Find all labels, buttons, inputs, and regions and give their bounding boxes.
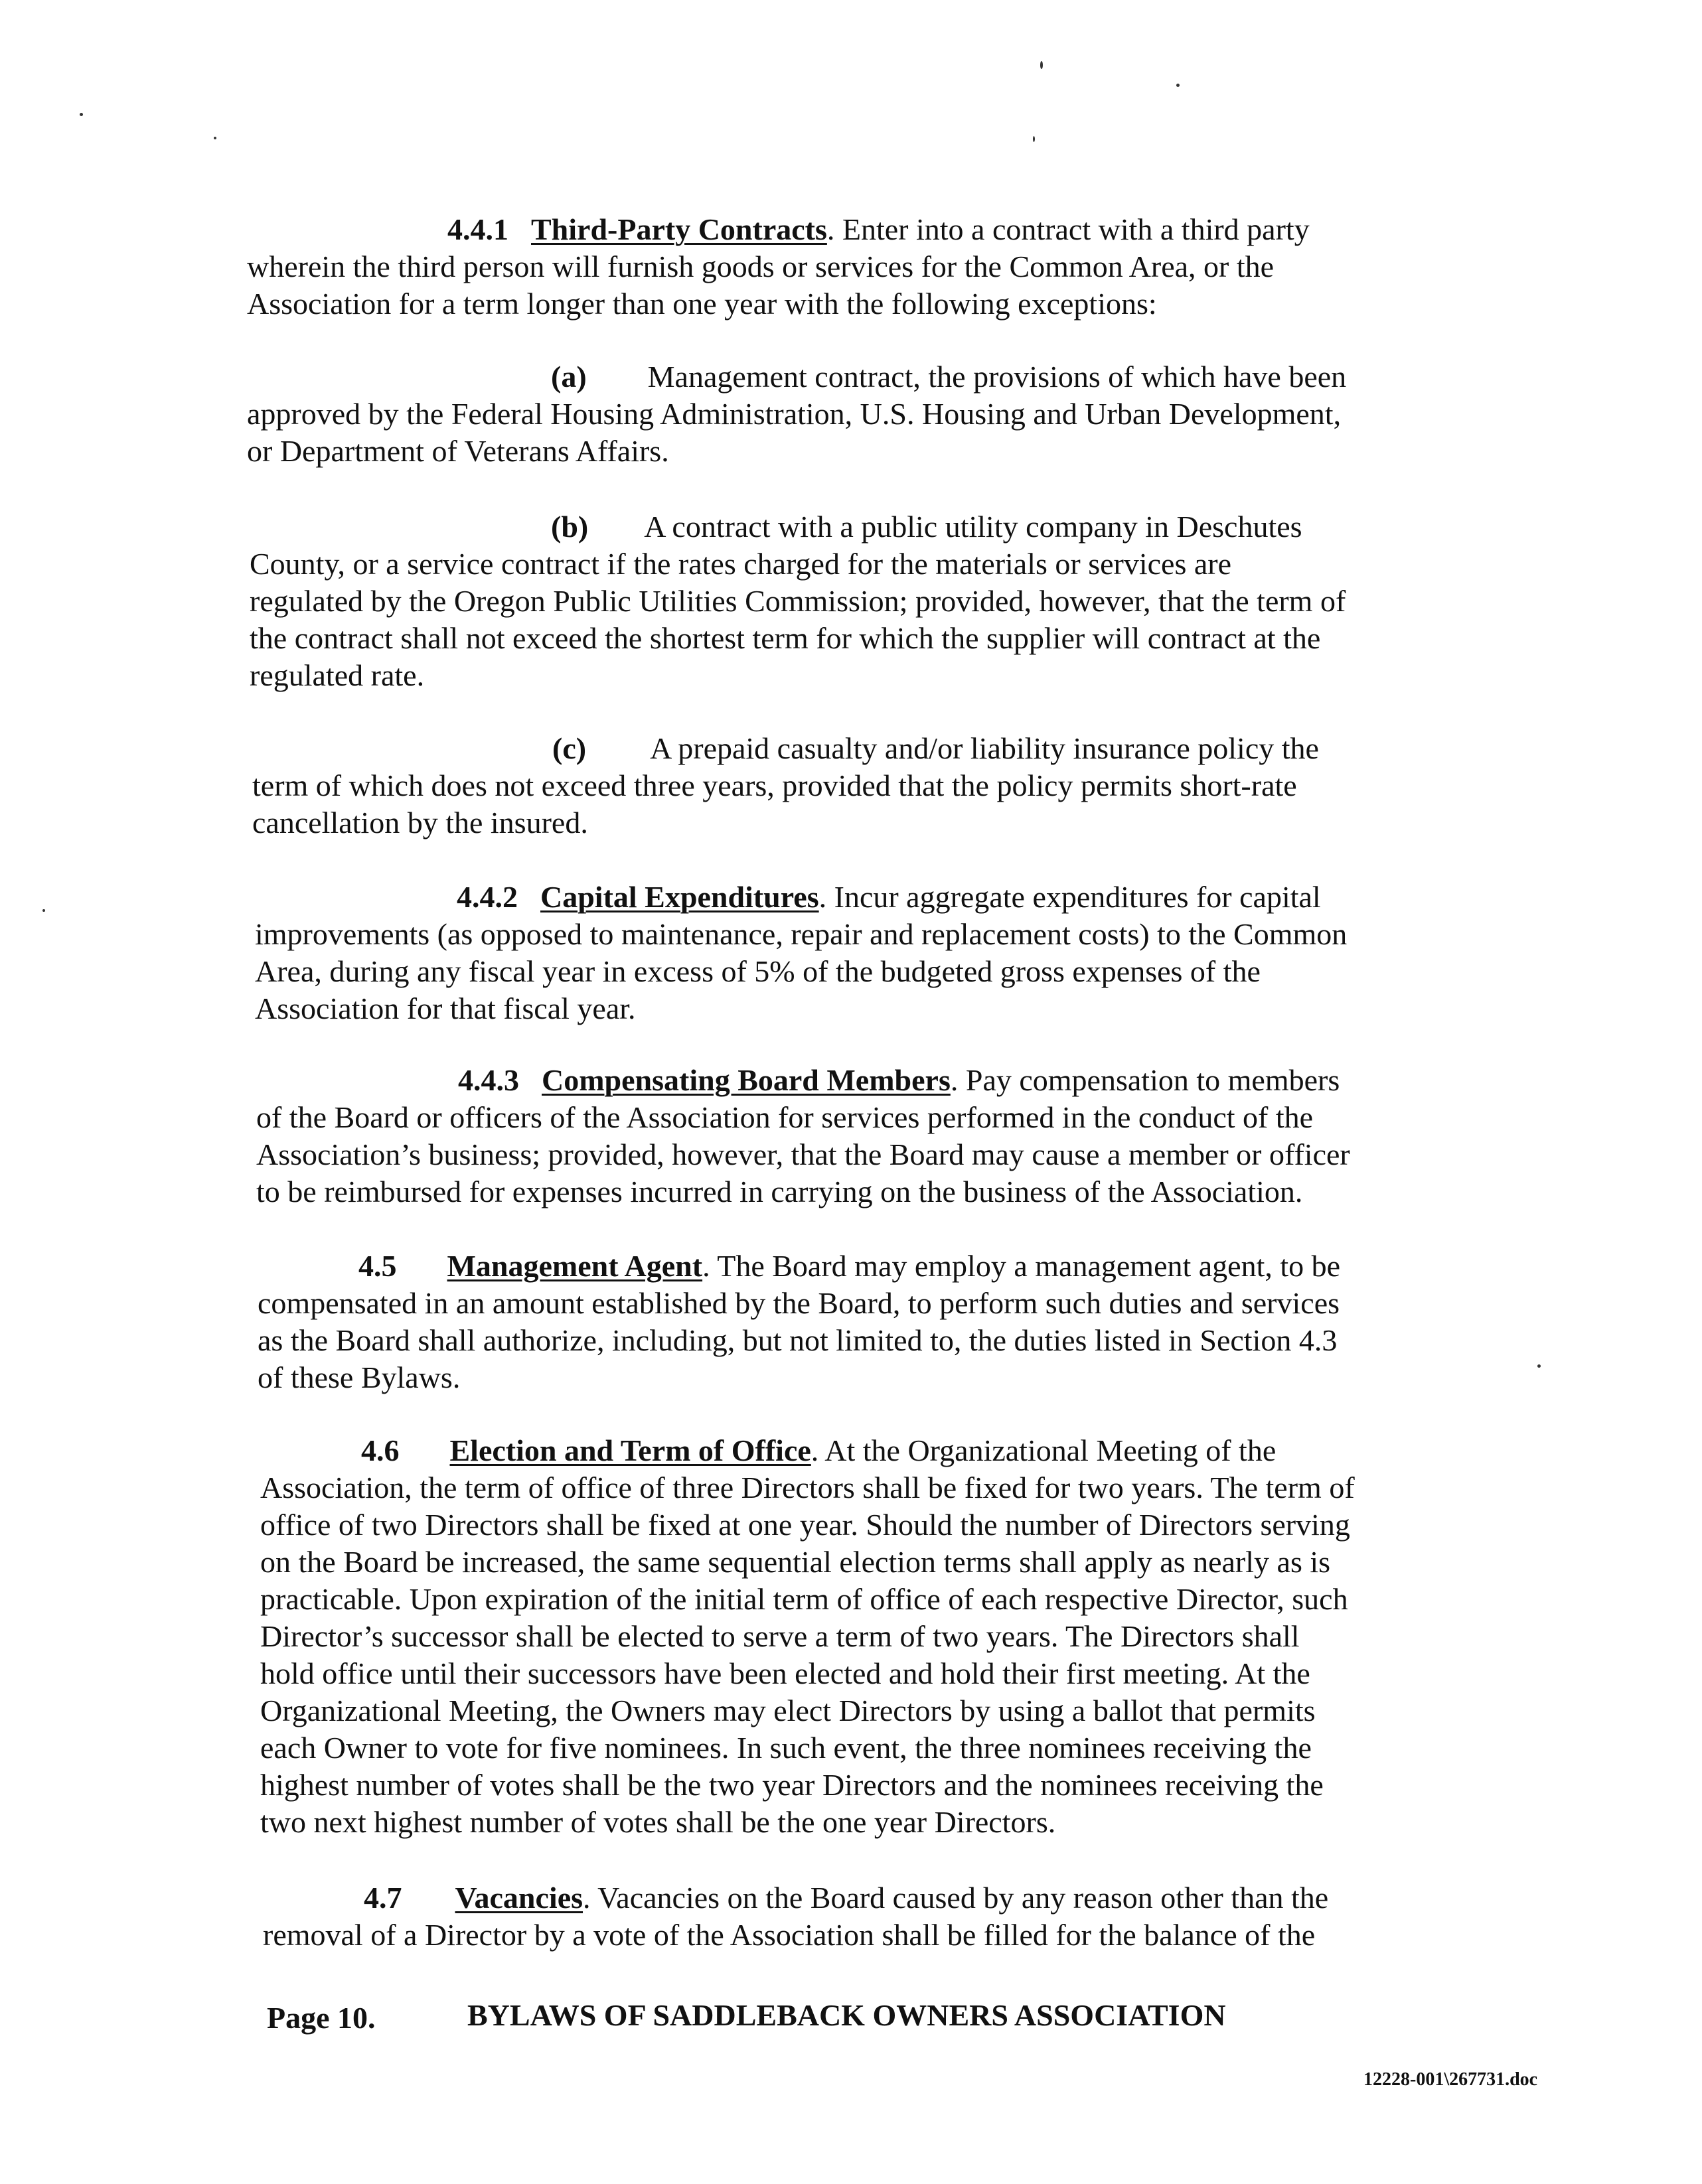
text-line: on the Board be increased, the same sequential election terms shall apply as nearly as is xyxy=(260,1545,1331,1579)
text-line: Association’s business; provided, however, that the Board may cause a member or officer xyxy=(256,1137,1350,1171)
text-line: office of two Directors shall be fixed at one year. Should the number of Directors serving xyxy=(260,1508,1350,1542)
scan-speck xyxy=(1176,84,1180,87)
text-line: of these Bylaws. xyxy=(258,1360,461,1394)
section-number: 4.4.2 xyxy=(457,880,518,914)
text-line: . Enter into a contract with a third party xyxy=(826,212,1310,246)
item-a xyxy=(247,358,1346,470)
section-4-4-2 xyxy=(255,879,1347,1027)
section-heading: Third-Party Contracts xyxy=(531,212,827,246)
scan-speck xyxy=(80,113,83,116)
text-line: removal of a Director by a vote of the Association shall be filled for the balance of the xyxy=(263,1918,1316,1952)
text-line: Association for that fiscal year. xyxy=(255,991,636,1025)
item-label: (a) xyxy=(551,360,587,394)
text-line: County, or a service contract if the rates charged for the materials or services are xyxy=(250,547,1232,581)
text-line: . The Board may employ a management agent, to be xyxy=(702,1249,1341,1283)
text-line: or Department of Veterans Affairs. xyxy=(247,434,669,468)
scan-speck xyxy=(214,137,216,139)
text-line: Area, during any fiscal year in excess of 5% of the budgeted gross expenses of the xyxy=(255,954,1261,988)
scan-speck xyxy=(1040,61,1043,69)
section-4-7 xyxy=(263,1879,1328,1954)
text-line: Organizational Meeting, the Owners may elect Directors by using a ballot that permits xyxy=(260,1694,1316,1727)
text-line: two next highest number of votes shall be the one year Directors. xyxy=(260,1805,1056,1839)
item-b xyxy=(250,508,1346,694)
text-line: A contract with a public utility company in Deschutes xyxy=(644,510,1302,544)
text-line: to be reimbursed for expenses incurred in carrying on the business of the Association. xyxy=(256,1175,1303,1208)
section-number: 4.7 xyxy=(364,1881,402,1915)
section-number: 4.4.3 xyxy=(458,1063,519,1097)
text-line: highest number of votes shall be the two year Directors and the nominees receiving the xyxy=(260,1768,1324,1802)
section-4-4-1 xyxy=(247,211,1310,323)
section-heading: Capital Expenditures xyxy=(540,880,819,914)
item-label: (c) xyxy=(552,731,587,765)
text-line: the contract shall not exceed the shortest term for which the supplier will contract at the xyxy=(250,621,1321,655)
text-line: cancellation by the insured. xyxy=(252,806,588,839)
section-number: 4.6 xyxy=(361,1433,400,1467)
item-label: (b) xyxy=(551,510,589,544)
section-4-5 xyxy=(258,1248,1340,1396)
text-line: Director’s successor shall be elected to serve a term of two years. The Directors shall xyxy=(260,1619,1300,1653)
section-number: 4.4.1 xyxy=(447,212,508,246)
scan-speck xyxy=(1537,1364,1541,1368)
text-line: A prepaid casualty and/or liability insurance policy the xyxy=(650,731,1319,765)
text-line: regulated rate. xyxy=(250,658,425,692)
text-line: Association for a term longer than one year with the following exceptions: xyxy=(247,287,1157,321)
section-4-6 xyxy=(260,1432,1355,1841)
text-line: hold office until their successors have been elected and hold their first meeting. At the xyxy=(260,1656,1310,1690)
text-line: improvements (as opposed to maintenance, repair and replacement costs) to the Common xyxy=(255,917,1348,951)
text-line: regulated by the Oregon Public Utilities Commission; provided, however, that the term of xyxy=(250,584,1346,618)
text-line: practicable. Upon expiration of the initial term of office of each respective Director, such xyxy=(260,1582,1348,1616)
section-number: 4.5 xyxy=(358,1249,397,1283)
section-heading: Election and Term of Office xyxy=(449,1433,811,1467)
section-4-4-3 xyxy=(256,1062,1350,1210)
text-line: wherein the third person will furnish goods or services for the Common Area, or the xyxy=(247,250,1275,283)
scan-speck xyxy=(1033,136,1035,142)
text-line: . Incur aggregate expenditures for capital xyxy=(818,880,1321,914)
text-line: Management contract, the provisions of which have been xyxy=(647,360,1347,394)
footer-title: BYLAWS OF SADDLEBACK OWNERS ASSOCIATION xyxy=(467,1998,1226,2032)
text-line: . Vacancies on the Board caused by any reason other than the xyxy=(583,1881,1329,1915)
scan-speck xyxy=(42,909,45,912)
text-line: . At the Organizational Meeting of the xyxy=(811,1433,1276,1467)
item-c xyxy=(252,730,1319,841)
text-line: term of which does not exceed three years, provided that the policy permits short-rate xyxy=(252,768,1297,802)
text-line: of the Board or officers of the Association for services performed in the conduct of the xyxy=(256,1100,1314,1134)
text-line: compensated in an amount established by the Board, to perform such duties and services xyxy=(258,1286,1340,1320)
text-line: . Pay compensation to members xyxy=(950,1063,1340,1097)
section-heading: Management Agent xyxy=(447,1249,703,1283)
text-line: approved by the Federal Housing Administration, U.S. Housing and Urban Development, xyxy=(247,397,1342,431)
text-line: as the Board shall authorize, including, but not limited to, the duties listed in Section 4.3 xyxy=(258,1323,1338,1357)
text-line: Association, the term of office of three Directors shall be fixed for two years. The term of xyxy=(260,1471,1355,1504)
footer-document-id: 12228-001\267731.doc xyxy=(1363,2069,1538,2090)
section-heading: Compensating Board Members xyxy=(542,1063,951,1097)
text-line: each Owner to vote for five nominees. In such event, the three nominees receiving the xyxy=(260,1731,1312,1765)
section-heading: Vacancies xyxy=(455,1881,583,1915)
footer-page-number: Page 10. xyxy=(267,2001,376,2035)
